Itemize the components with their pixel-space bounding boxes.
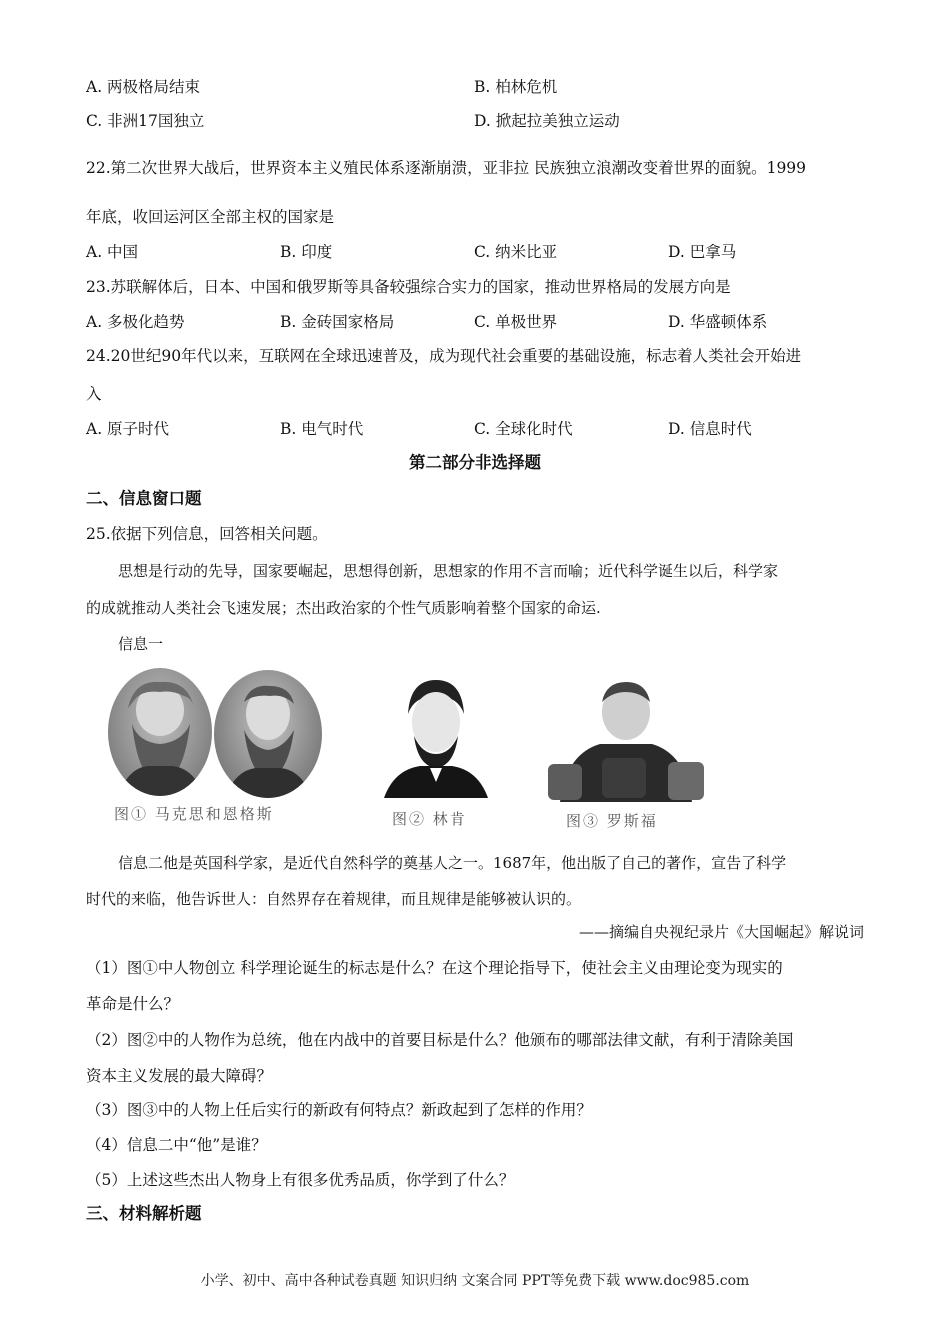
q24-option-a: A. 原子时代	[86, 420, 170, 438]
q22-option-b: B. 印度	[280, 243, 333, 261]
q21-option-c: C. 非洲17国独立	[86, 112, 205, 130]
q23-stem: 23.苏联解体后，日本、中国和俄罗斯等具备较强综合实力的国家，推动世界格局的发展方向是	[86, 278, 731, 296]
sub-question-1-line1: （1）图①中人物创立 科学理论诞生的标志是什么？在这个理论指导下，使社会主义由理论变为现实的	[86, 959, 783, 977]
sub-question-4: （4）信息二中“他”是谁？	[86, 1136, 267, 1154]
part2-title: 第二部分非选择题	[409, 453, 541, 472]
q24-stem-line1: 24.20世纪90年代以来，互联网在全球迅速普及，成为现代社会重要的基础设施，标志着人类社会开始进	[86, 347, 802, 365]
q24-option-d: D. 信息时代	[668, 420, 752, 438]
info2-line2: 时代的来临，他告诉世人：自然界存在着规律，而且规律是能够被认识的。	[86, 890, 582, 908]
q23-option-a: A. 多极化趋势	[86, 313, 185, 331]
q22-stem-line2: 年底，收回运河区全部主权的国家是	[86, 208, 335, 226]
sub-question-1-line2: 革命是什么？	[86, 995, 180, 1013]
q22-option-a: A. 中国	[86, 243, 139, 261]
q22-stem-line1: 22.第二次世界大战后，世界资本主义殖民体系逐渐崩溃，亚非拉 民族独立浪潮改变着世界的面貌。1999	[86, 159, 807, 177]
q24-option-c: C. 全球化时代	[474, 420, 573, 438]
info2-line1: 信息二他是英国科学家，是近代自然科学的奠基人之一。1687年，他出版了自己的著作，宣告了科学	[118, 854, 787, 872]
q24-option-b: B. 电气时代	[280, 420, 364, 438]
figure-lincoln	[380, 670, 490, 798]
footer-text: 小学、初中、高中各种试卷真题 知识归纳 文案合同 PPT等免费下载 www.doc985.com	[200, 1273, 750, 1289]
sub-question-2-line1: （2）图②中的人物作为总统，他在内战中的首要目标是什么？他颁布的哪部法律文献，有利于清除美国	[86, 1031, 794, 1049]
q22-option-d: D. 巴拿马	[668, 243, 737, 261]
q21-option-b: B. 柏林危机	[474, 78, 558, 96]
q25-intro-line1: 思想是行动的先导，国家要崛起，思想得创新，思想家的作用不言而喻；近代科学诞生以后，科学家	[118, 562, 779, 580]
info2-source: ——摘编自央视纪录片《大国崛起》解说词	[578, 923, 864, 941]
q22-option-c: C. 纳米比亚	[474, 243, 558, 261]
q21-option-d: D. 掀起拉美独立运动	[474, 112, 620, 130]
sub-question-3: （3）图③中的人物上任后实行的新政有何特点？新政起到了怎样的作用？	[86, 1101, 592, 1119]
q23-option-c: C. 单极世界	[474, 313, 558, 331]
info1-label: 信息一	[118, 635, 164, 653]
q24-stem-line2: 入	[86, 385, 102, 403]
section3-title: 三、材料解析题	[86, 1204, 202, 1223]
figure2-caption: 图② 林肯	[392, 810, 467, 828]
q23-option-b: B. 金砖国家格局	[280, 313, 395, 331]
sub-question-2-line2: 资本主义发展的最大障碍？	[86, 1067, 273, 1085]
figure-roosevelt	[540, 672, 712, 802]
marx-portrait	[108, 668, 212, 796]
section2-title: 二、信息窗口题	[86, 489, 202, 508]
figure1-caption: 图① 马克思和恩格斯	[114, 805, 274, 823]
engels-portrait	[214, 670, 322, 798]
sub-question-5: （5）上述这些杰出人物身上有很多优秀品质，你学到了什么？	[86, 1171, 515, 1189]
q25-stem: 25.依据下列信息，回答相关问题。	[86, 525, 328, 543]
q23-option-d: D. 华盛顿体系	[668, 313, 768, 331]
q25-intro-line2: 的成就推动人类社会飞速发展；杰出政治家的个性气质影响着整个国家的命运.	[86, 599, 601, 617]
figure3-caption: 图③ 罗斯福	[566, 812, 658, 830]
q21-option-a: A. 两极格局结束	[86, 78, 201, 96]
